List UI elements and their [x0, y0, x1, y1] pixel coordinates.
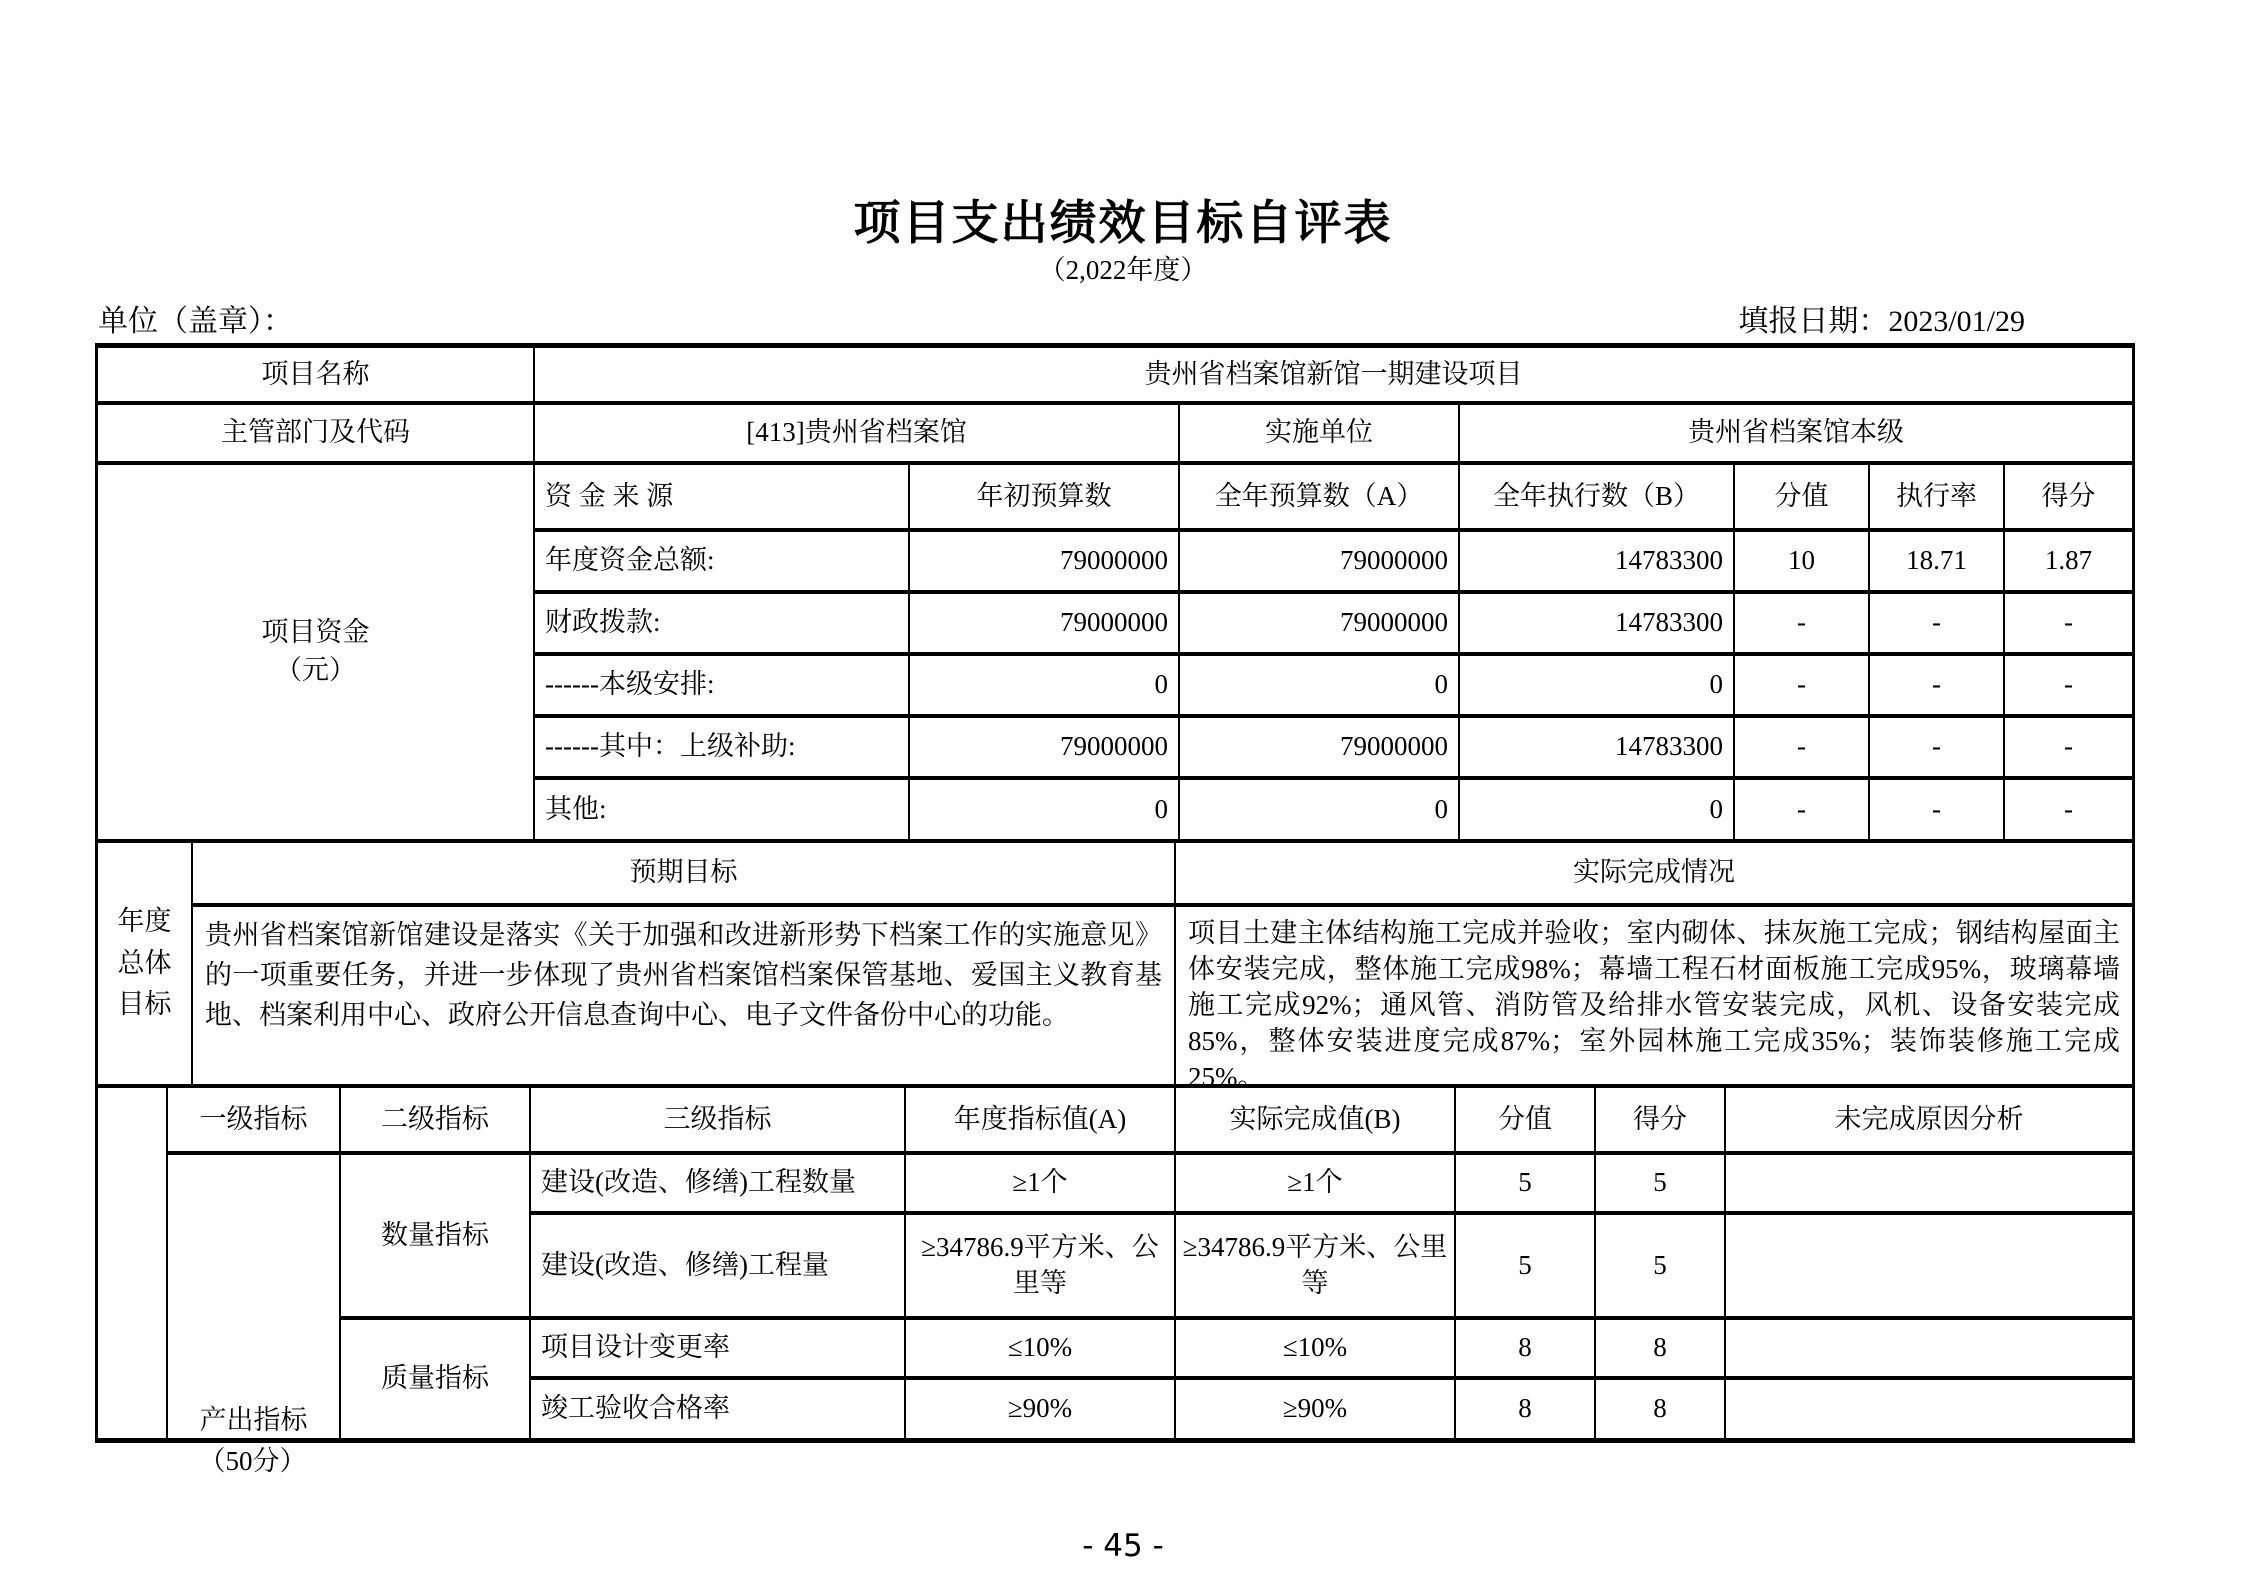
goal-body-row — [193, 907, 2132, 1095]
indicator-name: 建设(改造、修缮)工程量 — [531, 1215, 906, 1316]
funding-rate-value: - — [1870, 718, 2005, 776]
implementing-unit-value: 贵州省档案馆本级 — [1688, 417, 1904, 448]
funding-annual-value: 0 — [1180, 780, 1460, 839]
indicator-score: 5 — [1456, 1155, 1596, 1211]
funding-row-fiscal — [535, 594, 2132, 656]
indicators-side-cell — [98, 1088, 168, 1438]
funding-annual-value: 0 — [1180, 656, 1460, 714]
col-target-value: 年度指标值(A) — [906, 1088, 1176, 1151]
funding-row-subsidy — [535, 718, 2132, 780]
indicator-reason — [1726, 1320, 2132, 1376]
funding-source-name: ------其中：上级补助: — [535, 718, 910, 776]
quality-indicator-cell: 质量指标 — [381, 1363, 489, 1394]
funding-col-points: 得分 — [2041, 480, 2096, 511]
funding-annual-value: 79000000 — [1180, 718, 1460, 776]
funding-col-source: 资 金 来 源 — [535, 465, 910, 528]
funding-row-label-line1: 项目资金 — [261, 617, 370, 648]
funding-points-value: 1.87 — [2044, 545, 2093, 576]
page-number: - 45 - — [1082, 1528, 1164, 1564]
funding-executed-value: 14783300 — [1460, 594, 1735, 652]
department-label: 主管部门及代码 — [98, 405, 535, 461]
quantity-indicator-cell: 数量指标 — [341, 1155, 529, 1320]
level2-column — [341, 1155, 531, 1438]
funding-grid — [535, 465, 2132, 839]
indicators-header-row — [168, 1088, 2132, 1155]
funding-score-value: - — [1735, 780, 1870, 839]
indicators-body — [168, 1155, 2132, 1438]
project-name-row — [98, 348, 2132, 405]
funding-source-name: 年度资金总额: — [535, 532, 910, 590]
indicator-name: 竣工验收合格率 — [531, 1380, 906, 1438]
annual-goal-section — [98, 843, 2132, 1092]
funding-initial-value: 79000000 — [910, 718, 1180, 776]
funding-annual-value: 79000000 — [1180, 594, 1460, 652]
indicator-actual: ≤10% — [1176, 1320, 1456, 1376]
indicators-grid — [168, 1088, 2132, 1438]
col-actual-value: 实际完成值(B) — [1176, 1088, 1456, 1151]
funding-annual-value: 79000000 — [1180, 532, 1460, 590]
indicator-reason — [1726, 1380, 2132, 1438]
indicator-points: 5 — [1596, 1215, 1726, 1316]
department-row — [98, 405, 2132, 465]
funding-rate-value: - — [1870, 780, 2005, 839]
col-level3: 三级指标 — [531, 1088, 906, 1151]
funding-section — [98, 465, 2132, 843]
project-name-value: 贵州省档案馆新馆一期建设项目 — [1144, 358, 1523, 389]
indicator-points: 5 — [1596, 1155, 1726, 1211]
actual-completion-header: 实际完成情况 — [1573, 857, 1735, 888]
funding-col-score: 分值 — [1735, 465, 1870, 528]
indicator-row — [531, 1155, 2132, 1215]
indicator-reason — [1726, 1155, 2132, 1211]
col-score: 分值 — [1456, 1088, 1596, 1151]
report-date: 填报日期：2023/01/29 — [1738, 305, 2025, 338]
funding-rate-value: - — [1870, 656, 2005, 714]
funding-row-local — [535, 656, 2132, 718]
funding-col-rate: 执行率 — [1870, 465, 2005, 528]
indicator-target: ≥90% — [906, 1380, 1176, 1438]
funding-score-value: - — [1735, 718, 1870, 776]
indicators-section — [98, 1088, 2132, 1438]
actual-completion-text: 项目土建主体结构施工完成并验收；室内砌体、抹灰施工完成；钢结构屋面主体安装完成，整体施工完成98%；幕墙工程石材面板施工完成95%，玻璃幕墙施工完成92%；通风管、消防管及给排水管安装完成，风机、设备安装完成85%，整体安装进度完成87%；室外园林施工完成35%；装饰装修施工完成25%。 — [1188, 918, 2120, 1092]
department-value: [413]贵州省档案馆 — [535, 405, 1180, 461]
indicator-score: 5 — [1456, 1215, 1596, 1316]
funding-executed-value: 14783300 — [1460, 532, 1735, 590]
indicator-name: 建设(改造、修缮)工程数量 — [531, 1155, 906, 1211]
annual-goal-row-label: 年度总体目标 — [98, 843, 193, 1084]
funding-executed-value: 0 — [1460, 656, 1735, 714]
indicator-row — [531, 1215, 2132, 1320]
funding-row-label — [98, 465, 535, 839]
expected-goal-text: 贵州省档案馆新馆建设是落实《关于加强和改进新形势下档案工作的实施意见》的一项重要任务，并进一步体现了贵州省档案馆档案保管基地、爱国主义教育基地、档案利用中心、政府公开信息查询中心、电子文件备份中心的功能。 — [193, 907, 1176, 1095]
funding-row-label-line2: （元） — [275, 655, 356, 685]
funding-source-name: ------本级安排: — [535, 656, 910, 714]
funding-score-value: - — [1735, 656, 1870, 714]
indicator-name: 项目设计变更率 — [531, 1320, 906, 1376]
goal-header-row — [193, 843, 2132, 907]
funding-source-name: 其他: — [535, 780, 910, 839]
indicator-points: 8 — [1596, 1380, 1726, 1438]
page-title: 项目支出绩效目标自评表 — [853, 198, 1393, 250]
funding-initial-value: 79000000 — [910, 532, 1180, 590]
funding-points-value: - — [2064, 731, 2073, 762]
funding-source-name: 财政拨款: — [535, 594, 910, 652]
col-level1: 一级指标 — [168, 1088, 341, 1151]
funding-rate-value: 18.71 — [1870, 532, 2005, 590]
col-points: 得分 — [1596, 1088, 1726, 1151]
indicator-actual: ≥34786.9平方米、公里等 — [1176, 1215, 1456, 1316]
funding-initial-value: 79000000 — [910, 594, 1180, 652]
funding-rate-value: - — [1870, 594, 2005, 652]
expected-goal-header: 预期目标 — [193, 843, 1176, 903]
indicator-target: ≥1个 — [906, 1155, 1176, 1211]
indicator-reason — [1726, 1215, 2132, 1316]
indicator-points: 8 — [1596, 1320, 1726, 1376]
evaluation-table — [95, 343, 2135, 1443]
level1-output-indicator-cell — [168, 1155, 341, 1438]
funding-score-value: - — [1735, 594, 1870, 652]
project-name-label: 项目名称 — [98, 348, 535, 401]
indicator-score: 8 — [1456, 1380, 1596, 1438]
funding-col-executed: 全年执行数（B） — [1460, 465, 1735, 528]
implementing-unit-label: 实施单位 — [1180, 405, 1460, 461]
funding-executed-value: 14783300 — [1460, 718, 1735, 776]
level1-output-indicator-label: 产出指标 — [199, 1405, 308, 1436]
funding-row-other — [535, 780, 2132, 839]
funding-col-annual: 全年预算数（A） — [1180, 465, 1460, 528]
page-subtitle: （2,022年度） — [1038, 255, 1208, 285]
funding-executed-value: 0 — [1460, 780, 1735, 839]
funding-score-value: 10 — [1735, 532, 1870, 590]
col-level2: 二级指标 — [341, 1088, 531, 1151]
indicator-target: ≤10% — [906, 1320, 1176, 1376]
funding-points-value: - — [2064, 793, 2073, 824]
indicator-target: ≥34786.9平方米、公里等 — [906, 1215, 1176, 1316]
funding-initial-value: 0 — [910, 656, 1180, 714]
indicator-actual: ≥1个 — [1176, 1155, 1456, 1211]
funding-header-row — [535, 465, 2132, 532]
funding-initial-value: 0 — [910, 780, 1180, 839]
indicator-actual: ≥90% — [1176, 1380, 1456, 1438]
unit-seal-label: 单位（盖章）： — [98, 305, 293, 338]
indicator-score: 8 — [1456, 1320, 1596, 1376]
funding-points-value: - — [2064, 669, 2073, 700]
indicator-row — [531, 1380, 2132, 1438]
annual-goal-grid — [193, 843, 2132, 1092]
clipped-level1-label-continuation: （50分） — [198, 1446, 307, 1476]
col-reason: 未完成原因分析 — [1834, 1103, 2024, 1134]
funding-row-total — [535, 532, 2132, 594]
funding-col-initial: 年初预算数 — [910, 465, 1180, 528]
indicator-row — [531, 1320, 2132, 1380]
indicator-rows — [531, 1155, 2132, 1438]
funding-points-value: - — [2064, 607, 2073, 638]
